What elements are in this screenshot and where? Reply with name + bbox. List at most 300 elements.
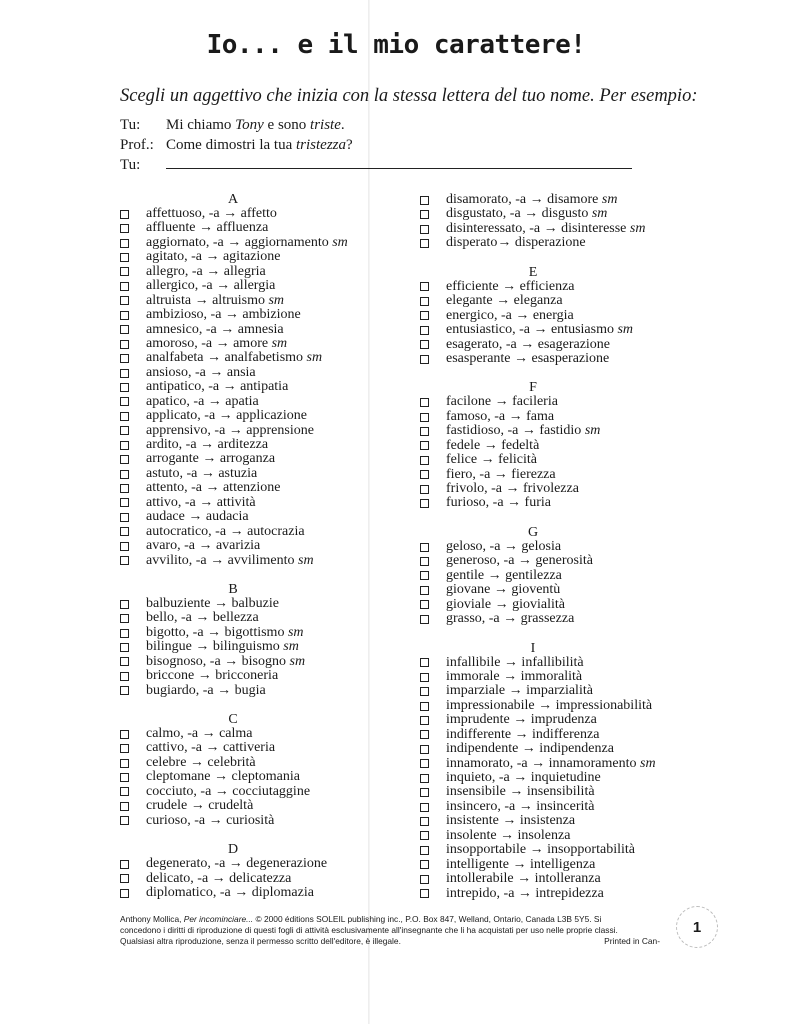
dialog-text [166, 115, 345, 135]
word-checkbox[interactable] [420, 745, 429, 754]
word-text: antipatico, -a → antipatia [146, 379, 289, 395]
word-text: gentile → gentilezza [446, 567, 562, 583]
word-checkbox[interactable] [120, 672, 129, 681]
word-checkbox[interactable] [420, 470, 429, 479]
word-text: fastidioso, -a → fastidio [446, 423, 582, 439]
word-text: affluente → affluenza [146, 220, 269, 236]
word-text: insensibile → insensibilità [446, 784, 595, 800]
word-checkbox[interactable] [120, 556, 129, 565]
word-checkbox[interactable] [420, 571, 429, 580]
word-checkbox[interactable] [420, 311, 429, 320]
word-entry [420, 236, 690, 250]
word-entry [420, 207, 690, 221]
word-checkbox[interactable] [420, 702, 429, 711]
word-text: famoso, -a → fama [446, 408, 555, 424]
word-checkbox[interactable] [420, 600, 429, 609]
word-checkbox[interactable] [120, 614, 129, 623]
word-checkbox[interactable] [120, 239, 129, 248]
word-entry [120, 785, 390, 799]
word-entry [420, 771, 690, 785]
instruction-text: Scegli un aggettivo che inizia con la stessa lettera del tuo nome. Per esempio: [120, 86, 698, 106]
word-text: balbuziente → balbuzie [146, 595, 279, 611]
word-entry [420, 280, 690, 294]
word-text: innamorato, -a → innamoramento [446, 755, 637, 771]
word-checkbox[interactable] [120, 441, 129, 450]
word-checkbox[interactable] [120, 253, 129, 262]
word-checkbox[interactable] [420, 297, 429, 306]
word-text: felice → felicità [446, 452, 537, 468]
word-text: fedele → fedeltà [446, 437, 540, 453]
word-text: elegante → eleganza [446, 293, 563, 309]
word-text: imprudente → imprudenza [446, 712, 597, 728]
word-checkbox[interactable] [120, 527, 129, 536]
word-text: esagerato, -a → esagerazione [446, 336, 611, 352]
word-checkbox[interactable] [420, 427, 429, 436]
word-entry [420, 294, 690, 308]
section-gap [120, 568, 390, 582]
word-entry [120, 366, 390, 380]
word-entry [420, 800, 690, 814]
word-text: facilone → facileria [446, 394, 558, 410]
word-checkbox[interactable] [120, 354, 129, 363]
word-entry [420, 887, 690, 901]
word-text: delicato, -a → delicatezza [146, 870, 292, 886]
word-entry [120, 424, 390, 438]
word-text: arrogante → arroganza [146, 451, 276, 467]
word-text: bilingue → bilinguismo [146, 639, 280, 655]
word-checkbox[interactable] [120, 773, 129, 782]
word-entry [120, 438, 390, 452]
word-text: audace → audacia [146, 509, 249, 525]
word-checkbox[interactable] [420, 803, 429, 812]
section-gap [420, 366, 690, 380]
word-entry [420, 496, 690, 510]
footer-notice: Qualsiasi altra riproduzione, senza il permesso scritto dell'editore, è illegale. [120, 936, 401, 946]
word-text: insistente → insistenza [446, 813, 576, 829]
dialog-text-part: ? [346, 137, 353, 153]
word-text: diplomatico, -a → diplomazia [146, 884, 314, 900]
word-checkbox[interactable] [120, 759, 129, 768]
word-entry [120, 611, 390, 625]
word-entry [120, 351, 390, 365]
word-text: ansioso, -a → ansia [146, 364, 256, 380]
word-checkbox[interactable] [420, 875, 429, 884]
word-gender-suffix: sm [591, 206, 608, 222]
dialog-speaker: Prof.: [120, 137, 154, 153]
section-letter: F [529, 380, 537, 396]
word-text: calmo, -a → calma [146, 726, 253, 741]
word-entry [120, 207, 390, 221]
word-gender-suffix: sm [629, 220, 646, 236]
word-checkbox[interactable] [120, 744, 129, 753]
word-entry [420, 684, 690, 698]
word-checkbox[interactable] [420, 557, 429, 566]
word-checkbox[interactable] [120, 600, 129, 609]
word-checkbox[interactable] [420, 615, 429, 624]
word-entry [120, 380, 390, 394]
word-entry [420, 323, 690, 337]
word-entry [420, 728, 690, 742]
word-entry [120, 481, 390, 495]
answer-blank-line[interactable] [166, 155, 632, 169]
word-checkbox[interactable] [120, 816, 129, 825]
word-text: intollerabile → intolleranza [446, 871, 601, 887]
word-text: bugiardo, -a → bugia [146, 682, 266, 698]
word-entry [120, 554, 390, 568]
word-checkbox[interactable] [120, 470, 129, 479]
word-text: crudele → crudeltà [146, 798, 254, 814]
word-entry [420, 453, 690, 467]
word-entry [120, 265, 390, 279]
word-text: insolente → insolenza [446, 827, 571, 843]
word-text: indipendente → indipendenza [446, 741, 614, 757]
word-gender-suffix: sm [268, 292, 285, 308]
word-checkbox[interactable] [420, 889, 429, 898]
section-gap [420, 251, 690, 265]
word-text: furioso, -a → furia [446, 495, 551, 511]
word-checkbox[interactable] [420, 788, 429, 797]
word-text: ardito, -a → arditezza [146, 437, 269, 452]
word-text: avvilito, -a → avvilimento [146, 552, 295, 568]
dialog-text [166, 135, 353, 155]
word-text: allergico, -a → allergia [146, 278, 276, 294]
word-gender-suffix: sm [298, 552, 314, 568]
word-text: briccone → bricconeria [146, 668, 279, 684]
word-text: affettuoso, -a → affetto [146, 206, 277, 221]
word-text: altruista → altruismo [146, 292, 265, 308]
word-entry [120, 308, 390, 322]
word-text: aggiornato, -a → aggiornamento [146, 234, 329, 250]
word-entry [120, 655, 390, 669]
word-entry [120, 221, 390, 235]
word-entry [120, 770, 390, 784]
dialog-speaker: Tu: [120, 117, 141, 133]
word-list-left [120, 192, 390, 900]
word-checkbox[interactable] [120, 484, 129, 493]
word-checkbox[interactable] [120, 657, 129, 666]
word-checkbox[interactable] [420, 441, 429, 450]
word-text: disgustato, -a → disgusto [446, 206, 589, 222]
word-entry [420, 540, 690, 554]
word-checkbox[interactable] [120, 455, 129, 464]
word-checkbox[interactable] [120, 210, 129, 219]
word-checkbox[interactable] [120, 802, 129, 811]
word-entry [420, 352, 690, 366]
word-text: apprensivo, -a → apprensione [146, 422, 314, 438]
word-checkbox[interactable] [420, 687, 429, 696]
word-checkbox[interactable] [120, 412, 129, 421]
word-text: cattivo, -a → cattiveria [146, 740, 276, 756]
word-entry [420, 858, 690, 872]
word-entry [120, 669, 390, 683]
word-gender-suffix: sm [332, 234, 348, 250]
section-gap [420, 511, 690, 525]
section-gap [120, 828, 390, 842]
word-checkbox[interactable] [420, 774, 429, 783]
word-text: esasperante → esasperazione [446, 350, 610, 366]
word-text: disperato→ disperazione [446, 235, 586, 251]
word-entry [420, 193, 690, 207]
word-checkbox[interactable] [420, 210, 429, 219]
dialog-text-part: e sono [263, 117, 311, 133]
word-entry [120, 626, 390, 640]
word-checkbox[interactable] [120, 267, 129, 276]
word-gender-suffix: sm [271, 335, 288, 351]
word-checkbox[interactable] [420, 860, 429, 869]
word-checkbox[interactable] [120, 426, 129, 435]
word-checkbox[interactable] [420, 398, 429, 407]
word-entry [420, 309, 690, 323]
word-text: bello, -a → bellezza [146, 610, 259, 626]
word-text: generoso, -a → generosità [446, 553, 593, 569]
word-text: intelligente → intelligenza [446, 856, 596, 872]
word-text: applicato, -a → applicazione [146, 408, 307, 424]
word-entry [420, 583, 690, 597]
word-entry [420, 872, 690, 886]
dialog-speaker: Tu: [120, 157, 141, 173]
word-entry [420, 482, 690, 496]
word-entry [120, 409, 390, 423]
word-entry [420, 468, 690, 482]
section-letter: G [527, 524, 539, 540]
word-checkbox[interactable] [120, 787, 129, 796]
footer-line [120, 914, 660, 925]
word-entry [120, 684, 390, 698]
word-checkbox[interactable] [420, 846, 429, 855]
word-text: allegro, -a → allegria [146, 263, 266, 279]
word-checkbox[interactable] [420, 586, 429, 595]
dialog-adjective: triste [310, 117, 341, 133]
dialog-name: Tony [235, 117, 264, 133]
word-text: agitato, -a → agitazione [146, 249, 281, 265]
word-text: imparziale → imparzialità [446, 683, 593, 699]
word-entry [120, 279, 390, 293]
word-text: infallibile → infallibilità [446, 654, 584, 670]
word-checkbox[interactable] [420, 355, 429, 364]
word-entry [420, 785, 690, 799]
word-text: indifferente → indifferenza [446, 726, 600, 742]
word-entry [420, 814, 690, 828]
word-checkbox[interactable] [120, 397, 129, 406]
word-text: grasso, -a → grassezza [446, 611, 575, 627]
word-entry [420, 757, 690, 771]
footer-line: concedono i diritti di riproduzione di questi fogli di attività esclusivamente all'insegnante che li ha acquistati per uso nelle proprie classi. [120, 925, 618, 935]
word-list-right [420, 193, 690, 901]
word-checkbox[interactable] [420, 716, 429, 725]
word-text: degenerato, -a → degenerazione [146, 856, 328, 872]
word-checkbox[interactable] [420, 340, 429, 349]
word-text: attento, -a → attenzione [146, 480, 281, 496]
word-entry [120, 886, 390, 900]
word-text: autocratico, -a → autocrazia [146, 523, 305, 539]
word-entry [120, 337, 390, 351]
footer-printed: Printed in Can- [604, 936, 660, 946]
word-checkbox[interactable] [120, 311, 129, 320]
word-entry [120, 727, 390, 741]
word-entry [120, 250, 390, 264]
word-checkbox[interactable] [420, 196, 429, 205]
word-text: gioviale → giovialità [446, 596, 565, 612]
word-entry [420, 656, 690, 670]
word-checkbox[interactable] [420, 282, 429, 291]
word-entry [120, 236, 390, 250]
word-entry [420, 829, 690, 843]
word-checkbox[interactable] [420, 759, 429, 768]
word-checkbox[interactable] [420, 456, 429, 465]
word-text: energico, -a → energia [446, 307, 574, 323]
word-text: attivo, -a → attività [146, 494, 256, 510]
word-text: efficiente → efficienza [446, 278, 575, 294]
word-entry [120, 741, 390, 755]
dialog-noun: tristezza [295, 137, 346, 153]
word-entry [420, 843, 690, 857]
word-text: cocciuto, -a → cocciutaggine [146, 783, 311, 799]
word-text: geloso, -a → gelosia [446, 538, 562, 554]
word-checkbox[interactable] [120, 296, 129, 305]
word-entry [120, 539, 390, 553]
word-text: insopportabile → insopportabilità [446, 842, 635, 858]
section-letter: I [530, 640, 536, 656]
word-text: amoroso, -a → amore [146, 335, 269, 351]
word-checkbox[interactable] [420, 673, 429, 682]
word-checkbox[interactable] [420, 326, 429, 335]
word-text: frivolo, -a → frivolezza [446, 481, 579, 496]
word-entry [120, 597, 390, 611]
word-entry [120, 467, 390, 481]
word-entry [120, 814, 390, 828]
word-entry [120, 872, 390, 886]
word-checkbox[interactable] [120, 542, 129, 551]
word-entry [120, 857, 390, 871]
word-entry [120, 510, 390, 524]
word-checkbox[interactable] [120, 629, 129, 638]
word-entry [420, 598, 690, 612]
word-text: bigotto, -a → bigottismo [146, 624, 285, 640]
word-entry [120, 323, 390, 337]
word-text: entusiastico, -a → entusiasmo [446, 322, 614, 338]
word-text: insincero, -a → insincerità [446, 798, 595, 814]
word-text: fiero, -a → fierezza [446, 466, 556, 482]
word-entry [420, 338, 690, 352]
word-checkbox[interactable] [120, 224, 129, 233]
word-checkbox[interactable] [120, 498, 129, 507]
word-text: celebre → celebrità [146, 754, 256, 770]
word-entry [120, 525, 390, 539]
dialog-text-part: Mi chiamo [166, 117, 236, 133]
word-text: amnesico, -a → amnesia [146, 321, 284, 337]
word-gender-suffix: sm [617, 322, 634, 338]
section-letter: D [227, 842, 239, 858]
footer-author: Anthony Mollica, [120, 914, 184, 924]
word-gender-suffix: sm [640, 755, 656, 771]
word-checkbox[interactable] [420, 817, 429, 826]
word-entry [420, 395, 690, 409]
word-entry [120, 640, 390, 654]
word-entry [420, 439, 690, 453]
page-title: Io... e il mio carattere! [206, 30, 586, 60]
word-text: astuto, -a → astuzia [146, 465, 258, 481]
copyright-footer [120, 914, 660, 947]
word-checkbox[interactable] [120, 730, 129, 739]
word-text: immorale → immoralità [446, 668, 583, 684]
word-text: analfabeta → analfabetismo [146, 350, 304, 366]
word-checkbox[interactable] [420, 239, 429, 248]
dialog-line-teacher [120, 135, 632, 155]
word-checkbox[interactable] [120, 369, 129, 378]
word-entry [420, 670, 690, 684]
word-entry [120, 799, 390, 813]
word-checkbox[interactable] [420, 543, 429, 552]
section-letter: A [227, 192, 239, 207]
word-gender-suffix: sm [306, 350, 323, 366]
word-text: intrepido, -a → intrepidezza [446, 885, 604, 901]
word-checkbox[interactable] [420, 413, 429, 422]
word-entry [420, 424, 690, 438]
word-checkbox[interactable] [120, 325, 129, 334]
word-checkbox[interactable] [120, 686, 129, 695]
word-entry [420, 742, 690, 756]
section-gap [120, 698, 390, 712]
word-checkbox[interactable] [420, 831, 429, 840]
word-checkbox[interactable] [120, 383, 129, 392]
page-number: 1 [676, 906, 718, 948]
word-entry [420, 569, 690, 583]
word-checkbox[interactable] [120, 643, 129, 652]
word-text: disinteressato, -a → disinteresse [446, 220, 627, 236]
word-entry [420, 554, 690, 568]
word-text: cleptomane → cleptomania [146, 769, 300, 785]
footer-line [120, 936, 660, 947]
dialog-text-part: . [340, 117, 345, 133]
example-dialog [120, 115, 632, 175]
word-checkbox[interactable] [120, 282, 129, 291]
word-checkbox[interactable] [420, 485, 429, 494]
dialog-line-student [120, 115, 632, 135]
word-checkbox[interactable] [420, 658, 429, 667]
word-gender-suffix: sm [601, 192, 618, 207]
word-checkbox[interactable] [420, 730, 429, 739]
word-gender-suffix: sm [283, 639, 299, 655]
word-text: apatico, -a → apatia [146, 393, 259, 409]
word-checkbox[interactable] [420, 225, 429, 234]
word-gender-suffix: sm [584, 423, 601, 439]
word-checkbox[interactable] [120, 860, 129, 869]
footer-publisher: © 2000 éditions SOLEIL publishing inc., P.O. Box 847, Welland, Ontario, Canada L3B 5Y5. Si [253, 914, 602, 924]
word-entry [420, 612, 690, 626]
dialog-text-part: Come dimostri la tua [166, 137, 296, 153]
word-entry [120, 452, 390, 466]
word-text: inquieto, -a → inquietudine [446, 770, 601, 785]
dialog-line-answer [120, 155, 632, 175]
word-entry [120, 496, 390, 510]
section-gap [420, 627, 690, 641]
section-letter: C [228, 712, 238, 727]
word-text: avaro, -a → avarizia [146, 538, 261, 554]
word-entry [120, 756, 390, 770]
section-letter: B [228, 581, 238, 597]
word-checkbox[interactable] [420, 499, 429, 508]
word-entry [420, 699, 690, 713]
word-gender-suffix: sm [289, 653, 306, 669]
word-checkbox[interactable] [120, 889, 129, 898]
word-checkbox[interactable] [120, 513, 129, 522]
word-checkbox[interactable] [120, 874, 129, 883]
word-checkbox[interactable] [120, 340, 129, 349]
word-entry [420, 713, 690, 727]
word-text: disamorato, -a → disamore [446, 192, 599, 207]
word-text: curioso, -a → curiosità [146, 812, 275, 828]
word-text: bisognoso, -a → bisogno [146, 653, 286, 669]
